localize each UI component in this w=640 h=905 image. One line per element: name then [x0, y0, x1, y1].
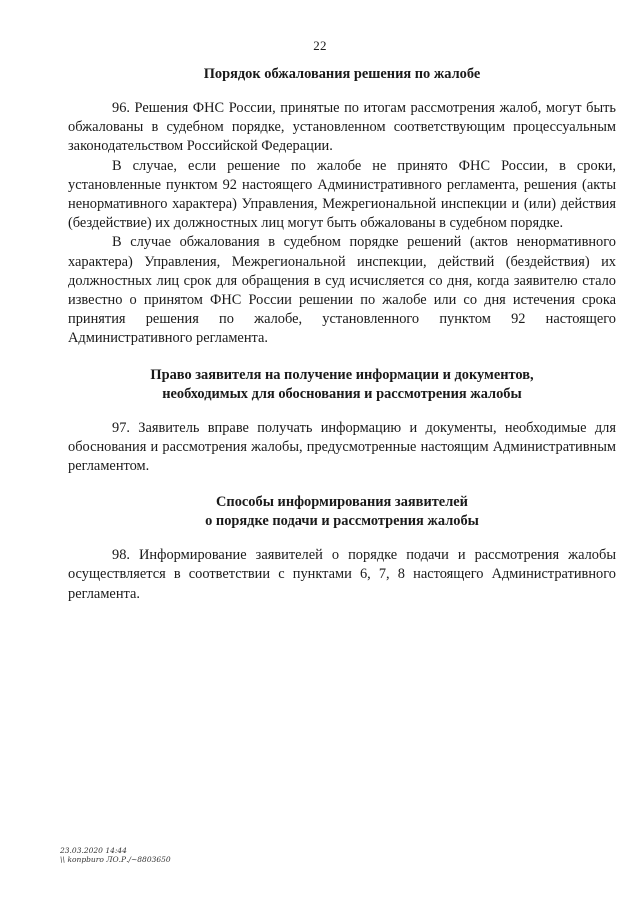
- page-content: [68, 60, 616, 604]
- heading-line: Право заявителя на получение информации и документов,: [150, 366, 534, 383]
- heading-line: Порядок обжалования решения по жалобе: [203, 66, 481, 82]
- paragraph-96-no-decision: В случае, если решение по жалобе не принято ФНС России, в сроки, установленные пунктом 92 настоящего Административного регламента, решения (акты ненормативного характера) Управления, Межрегиональной инспекции и (или) действия (бездействие) их должностных лиц могут быть обжалованы в судебном порядке.: [68, 157, 616, 232]
- paragraph-97: 97. Заявитель вправе получать информацию и документы, необходимые для обоснования и рассмотрения жалобы, предусмотренные настоящим Административным регламентом.: [68, 419, 616, 475]
- heading-line: о порядке подачи и рассмотрения жалобы: [205, 513, 479, 530]
- section-heading-informing-methods: [68, 493, 616, 531]
- section-heading-appeal-procedure: [68, 65, 616, 84]
- heading-line: необходимых для обоснования и рассмотрения жалобы: [162, 385, 522, 402]
- paragraph-96: 96. Решения ФНС России, принятые по итогам рассмотрения жалоб, могут быть обжалованы в судебном порядке, установленном соответствующим процессуальным законодательством Российской Федерации.: [68, 100, 616, 155]
- footer-document-id: \\ konpburo ЛО.Р./~8803650: [60, 855, 171, 864]
- footer-stamp: [60, 846, 171, 864]
- page-number: 22: [313, 38, 327, 53]
- footer-timestamp: 23.03.2020 14:44: [60, 846, 127, 855]
- paragraph-98: 98. Информирование заявителей о порядке подачи и рассмотрения жалобы осуществляется в соответствии с пунктами 6, 7, 8 настоящего Административного регламента.: [68, 547, 616, 602]
- section-heading-right-to-information: [68, 366, 616, 404]
- paragraph-96-court-deadline: В случае обжалования в судебном порядке решений (актов ненормативного характера) Управления, Межрегиональной инспекции, действий (бездействия) их должностных лиц срок для обращения в суд исчисляется со дня, когда заявителю стало известно о принятом ФНС России решении по жалобе или со дня истечения срока принятия решения по жалобе, установленного пунктом 92 настоящего Административного регламента.: [68, 234, 616, 347]
- heading-line: Способы информирования заявителей: [216, 494, 468, 511]
